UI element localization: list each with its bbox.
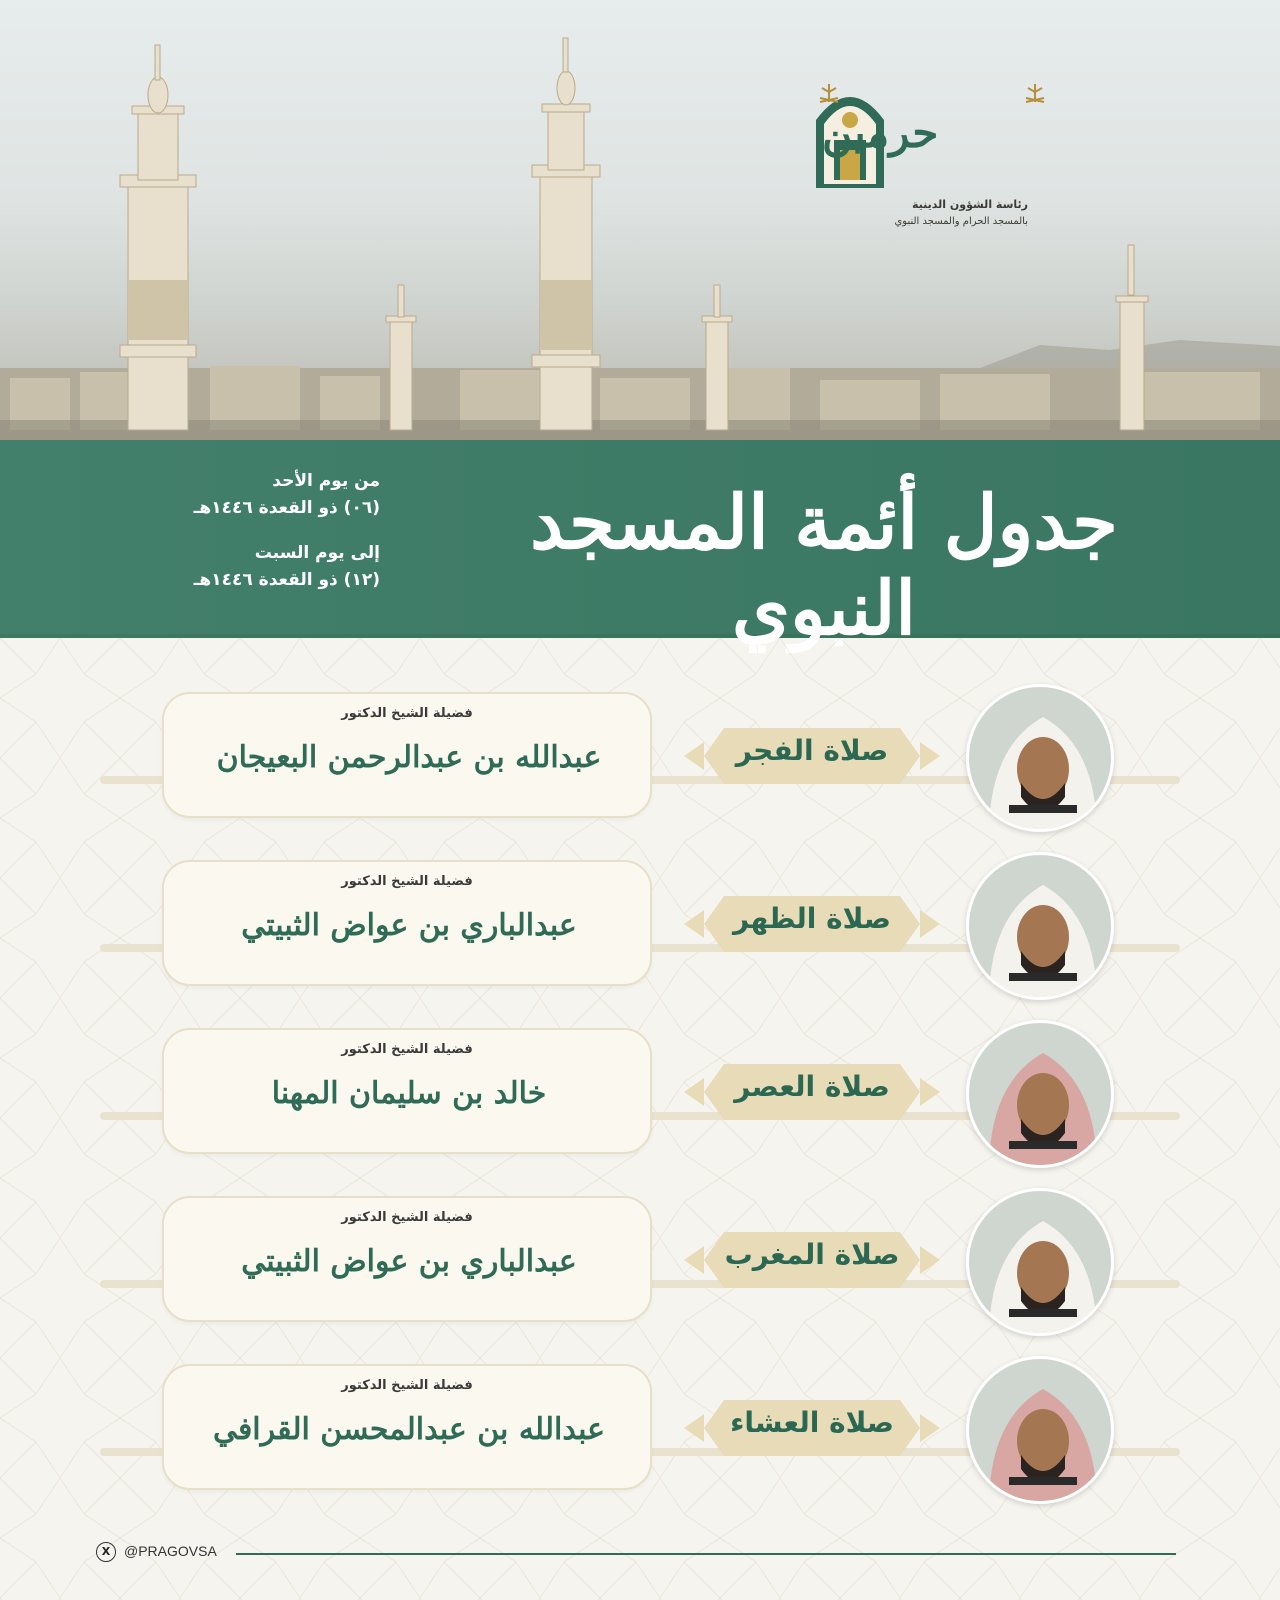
logo-line-1: رئاسة الشؤون الدينية <box>912 198 1028 211</box>
schedule-row <box>0 680 1280 840</box>
prayer-tag <box>680 1220 944 1300</box>
imam-name: عبدالله بن عبدالرحمن البعيجان <box>216 740 602 775</box>
logo-line-2: بالمسجد الحرام والمسجد النبوي <box>894 216 1028 227</box>
imam-name: عبدالباري بن عواض الثبيتي <box>241 1244 577 1279</box>
imam-portrait-icon <box>966 684 1114 832</box>
imam-name-card <box>162 1028 652 1154</box>
imam-title: فضيلة الشيخ الدكتور <box>341 1378 473 1393</box>
schedule-row <box>0 1184 1280 1344</box>
title-band <box>0 440 1280 652</box>
minarets-skyline-image <box>0 0 1280 440</box>
prayer-tag <box>680 1052 944 1132</box>
prayer-name: صلاة المغرب <box>724 1238 900 1271</box>
schedule-row <box>0 848 1280 1008</box>
x-logo-icon[interactable]: X <box>96 1542 116 1562</box>
prayer-name: صلاة العشاء <box>730 1406 894 1439</box>
logo-wordmark: حرمين <box>822 108 939 157</box>
imam-name: خالد بن سليمان المهنا <box>271 1076 547 1111</box>
social-handle[interactable]: @PRAGOVSA <box>124 1543 217 1559</box>
imam-name-card <box>162 1364 652 1490</box>
imam-name-card <box>162 1196 652 1322</box>
schedule-row <box>0 1352 1280 1512</box>
imam-title: فضيلة الشيخ الدكتور <box>341 874 473 889</box>
imam-title: فضيلة الشيخ الدكتور <box>341 1042 473 1057</box>
imam-name-card <box>162 692 652 818</box>
imam-portrait-icon <box>966 1188 1114 1336</box>
date-to-label: إلى يوم السبت <box>254 543 380 563</box>
prayer-tag <box>680 884 944 964</box>
palm-swords-icon <box>818 80 840 106</box>
prayer-tag <box>680 716 944 796</box>
imam-title: فضيلة الشيخ الدكتور <box>341 706 473 721</box>
imam-title: فضيلة الشيخ الدكتور <box>341 1210 473 1225</box>
prayer-tag <box>680 1388 944 1468</box>
date-from-label: من يوم الأحد <box>272 471 380 491</box>
imam-name-card <box>162 860 652 986</box>
date-to: (١٢) ذو القعدة ١٤٤٦هـ <box>193 570 380 590</box>
hero-photo <box>0 0 1280 440</box>
page-title: جدول أئمة المسجد النبوي <box>530 480 1118 652</box>
imam-portrait-icon <box>966 852 1114 1000</box>
imam-name: عبدالباري بن عواض الثبيتي <box>241 908 577 943</box>
imam-portrait-icon <box>966 1020 1114 1168</box>
palm-swords-icon <box>1024 80 1046 106</box>
date-from: (٠٦) ذو القعدة ١٤٤٦هـ <box>193 498 380 518</box>
prayer-name: صلاة الظهر <box>733 902 891 935</box>
imam-name: عبدالله بن عبدالمحسن القرافي <box>212 1412 606 1447</box>
prayer-name: صلاة العصر <box>734 1070 890 1103</box>
imam-portrait-icon <box>966 1356 1114 1504</box>
prayer-name: صلاة الفجر <box>735 734 889 767</box>
haramain-logo <box>812 80 1052 240</box>
schedule-row <box>0 1016 1280 1176</box>
footer-divider <box>236 1553 1176 1555</box>
date-range <box>120 468 380 594</box>
footer <box>96 1540 1176 1566</box>
